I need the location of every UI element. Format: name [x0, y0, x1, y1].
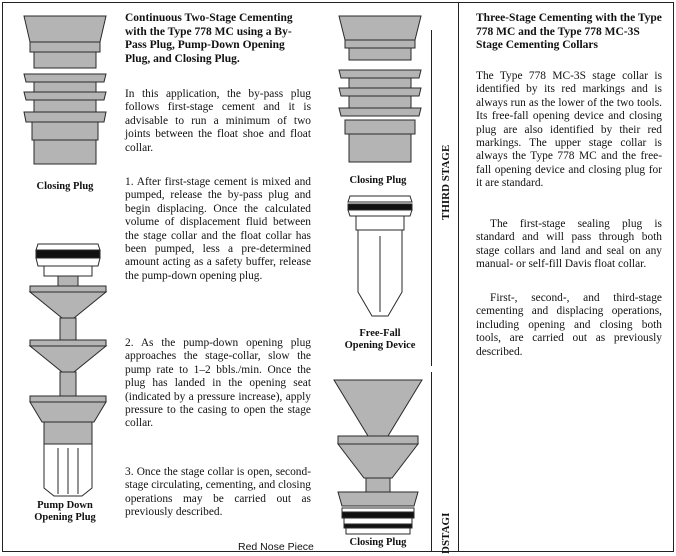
free-fall-opening-device-illustration: [342, 192, 422, 322]
second-stage-label: DSTAGI: [440, 512, 452, 554]
right-paragraph-1: The Type 778 MC-3S stage collar is identified by its red markings and is always run as the lower of the two tools. Its free-fall opening device and closing plug are also identified by their red markings. The upper stage collar is always the Type 778 MC and the free-fall opening device and closing plug for it are standard.: [476, 70, 662, 190]
third-stage-label: THIRD STAGE: [440, 144, 452, 220]
right-section-heading: Three-Stage Cementing with the Type 778 MC and the Type 778 MC-3S Stage Cementing Collars: [476, 12, 662, 51]
free-fall-caption: [330, 328, 430, 352]
left-intro-paragraph: In this application, the by-pass plug follows first-stage cement and it is advisable to run a minimum of two joints between the float shoe and float collar.: [125, 88, 311, 154]
closing-plug-caption: Closing Plug: [36, 181, 94, 192]
pump-down-opening-plug-illustration: [24, 238, 116, 498]
closing-plug-third-stage-caption: Closing Plug: [349, 175, 407, 186]
red-nose-piece-label: Red Nose Piece: [238, 541, 314, 553]
left-step-2: 2. As the pump-down opening plug approaches the stage-collar, slow the pump rate to 1–2 bbls./min. Once the plug has landed in the opening seat (indicated by a pressure increase), apply pressure to the casing to open the stage collar.: [125, 337, 311, 430]
pump-down-caption-line2: Opening Plug: [34, 512, 96, 523]
closing-plug-second-stage-illustration: [330, 376, 430, 538]
left-section-heading: Continuous Two-Stage Cementing with the Type 778 MC using a By-Pass Plug, Pump-Down Opening Plug, and Closing Plug.: [125, 12, 293, 65]
right-paragraph-3: First-, second-, and third-stage cementing and displacing operations, including opening and closing both tools, are carried out as previously described.: [476, 292, 662, 358]
closing-plug-third-stage-illustration: [335, 12, 427, 172]
pump-down-caption: [22, 500, 108, 524]
free-fall-caption-line2: Opening Device: [344, 340, 416, 351]
closing-plug-second-stage-caption: Closing Plug: [349, 537, 407, 548]
left-step-1: 1. After first-stage cement is mixed and pumped, release the by-pass plug and begin displacing. Once the calculated volume of displacement fluid between the stage collar and the float collar has been pumped, less a pre-determined amount acting as a safety buffer, release the pump-down opening plug.: [125, 176, 311, 282]
right-paragraph-2: The first-stage sealing plug is standard and will pass through both stage collars and land and seal on any manual- or self-fill Davis float collar.: [476, 218, 662, 271]
closing-plug-illustration: [20, 12, 115, 182]
column-divider: [458, 2, 459, 552]
free-fall-caption-line1: Free-Fall: [359, 328, 401, 339]
stage-marker-line-top: [431, 30, 432, 366]
stage-marker-line-bottom: [431, 372, 432, 552]
pump-down-caption-line1: Pump Down: [37, 500, 93, 511]
left-step-3: 3. Once the stage collar is open, second-stage circulating, cementing, and closing operations may be carried out as previously described.: [125, 466, 311, 519]
